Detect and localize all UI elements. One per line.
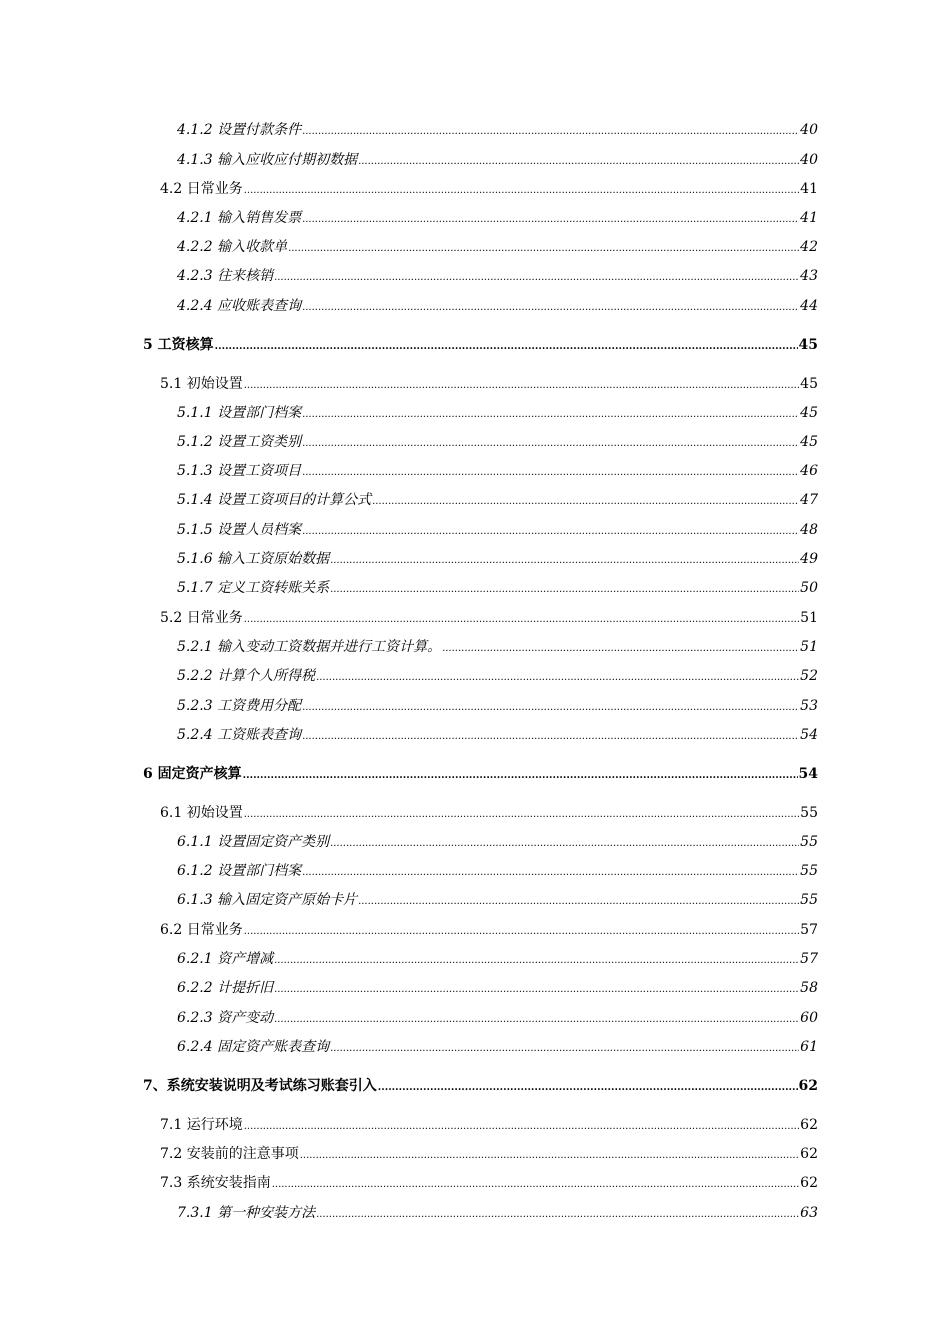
toc-entry[interactable]: [177, 549, 818, 571]
toc-entry-title: 4.1.2 设置付款条件: [177, 122, 302, 138]
toc-entry-title: 5.1.3 设置工资项目: [177, 463, 302, 479]
toc-entry-page-number: 47: [800, 492, 818, 508]
dot-leader: [302, 296, 799, 318]
toc-entry[interactable]: [177, 1008, 818, 1030]
toc-entry-title: 6.2.3 资产变动: [177, 1010, 274, 1026]
toc-entry-page-number: 41: [800, 181, 818, 197]
toc-entry[interactable]: [177, 461, 818, 483]
toc-entry-title: 4.2.1 输入销售发票: [177, 210, 302, 226]
toc-entry-title: 6.2 日常业务: [160, 922, 243, 938]
dot-leader: [302, 120, 799, 142]
toc-entry-page-number: 62: [800, 1117, 818, 1133]
toc-entry-title: 5.2.1 输入变动工资数据并进行工资计算。: [177, 639, 442, 655]
toc-entry[interactable]: [177, 978, 818, 1000]
toc-entry-title: 5.2 日常业务: [160, 610, 243, 626]
toc-entry-title: 4.2.3 往来核销: [177, 268, 274, 284]
toc-entry-title: 7.1 运行环境: [160, 1117, 243, 1133]
toc-entry[interactable]: [160, 1173, 818, 1195]
dot-leader: [302, 208, 799, 230]
toc-entry[interactable]: [160, 803, 818, 825]
toc-entry-page-number: 55: [800, 805, 818, 821]
dot-leader: [243, 764, 798, 786]
toc-entry[interactable]: [177, 1037, 818, 1059]
dot-leader: [300, 1144, 799, 1166]
toc-entry[interactable]: [160, 920, 818, 942]
dot-leader: [330, 832, 799, 854]
toc-entry[interactable]: [177, 237, 818, 259]
toc-entry-page-number: 42: [800, 239, 818, 255]
toc-entry-title: 5.2.3 工资费用分配: [177, 698, 302, 714]
toc-entry[interactable]: [177, 1203, 818, 1225]
toc-entry-title: 4.2.2 输入收款单: [177, 239, 288, 255]
toc-entry[interactable]: [177, 266, 818, 288]
toc-entry-page-number: 52: [800, 668, 818, 684]
dot-leader: [272, 1173, 799, 1195]
toc-entry-title: 7.2 安装前的注意事项: [160, 1146, 299, 1162]
toc-entry[interactable]: [177, 296, 818, 318]
dot-leader: [302, 520, 799, 542]
toc-entry-page-number: 54: [800, 727, 818, 743]
dot-leader: [302, 432, 799, 454]
toc-entry-page-number: 58: [800, 980, 818, 996]
toc-entry-page-number: 48: [800, 522, 818, 538]
dot-leader: [274, 1008, 799, 1030]
toc-entry-title: 4.1.3 输入应收应付期初数据: [177, 152, 358, 168]
toc-entry-page-number: 53: [800, 698, 818, 714]
toc-entry[interactable]: [177, 403, 818, 425]
toc-entry-title: 6.2.2 计提折旧: [177, 980, 274, 996]
toc-entry-page-number: 55: [800, 863, 818, 879]
toc-entry[interactable]: [177, 208, 818, 230]
dot-leader: [358, 890, 799, 912]
toc-entry-page-number: 40: [800, 122, 818, 138]
dot-leader: [244, 803, 799, 825]
dot-leader: [244, 608, 799, 630]
dot-leader: [288, 237, 799, 259]
dot-leader: [244, 1115, 799, 1137]
toc-entry-page-number: 51: [800, 610, 818, 626]
toc-entry-title: 5.1.2 设置工资类别: [177, 434, 302, 450]
dot-leader: [358, 150, 799, 172]
toc-entry-page-number: 60: [800, 1010, 818, 1026]
toc-entry[interactable]: [177, 861, 818, 883]
toc-entry[interactable]: [177, 949, 818, 971]
toc-entry[interactable]: [143, 1076, 818, 1098]
dot-leader: [274, 266, 799, 288]
toc-entry-page-number: 51: [800, 639, 818, 655]
toc-entry-title: 6 固定资产核算: [143, 766, 242, 782]
toc-entry-title: 5.2.4 工资账表查询: [177, 727, 302, 743]
toc-entry[interactable]: [177, 890, 818, 912]
toc-entry-page-number: 43: [800, 268, 818, 284]
toc-entry-page-number: 45: [800, 434, 818, 450]
toc-entry-title: 5.2.2 计算个人所得税: [177, 668, 316, 684]
toc-entry-page-number: 54: [798, 766, 818, 782]
toc-entry-page-number: 40: [800, 152, 818, 168]
dot-leader: [442, 637, 799, 659]
toc-entry-page-number: 45: [798, 337, 818, 353]
toc-entry-page-number: 46: [800, 463, 818, 479]
toc-entry[interactable]: [143, 335, 818, 357]
toc-entry-title: 5.1.4 设置工资项目的计算公式: [177, 492, 372, 508]
toc-entry-title: 6.1.2 设置部门档案: [177, 863, 302, 879]
toc-entry[interactable]: [177, 520, 818, 542]
toc-entry[interactable]: [177, 725, 818, 747]
toc-entry-page-number: 44: [800, 298, 818, 314]
dot-leader: [330, 1037, 799, 1059]
toc-entry-title: 5 工资核算: [143, 337, 214, 353]
dot-leader: [378, 1076, 798, 1098]
toc-entry-title: 5.1 初始设置: [160, 376, 243, 392]
toc-entry-page-number: 57: [800, 951, 818, 967]
toc-entry[interactable]: [143, 764, 818, 786]
toc-entry-title: 7.3.1 第一种安装方法: [177, 1205, 316, 1221]
dot-leader: [302, 461, 799, 483]
dot-leader: [372, 490, 799, 512]
dot-leader: [244, 920, 799, 942]
dot-leader: [302, 725, 799, 747]
toc-entry-page-number: 45: [800, 405, 818, 421]
toc-entry-title: 7、系统安装说明及考试练习账套引入: [143, 1078, 377, 1094]
toc-entry[interactable]: [177, 120, 818, 142]
toc-entry-page-number: 62: [800, 1175, 818, 1191]
toc-entry[interactable]: [177, 578, 818, 600]
toc-entry[interactable]: [177, 150, 818, 172]
toc-entry-page-number: 63: [800, 1205, 818, 1221]
toc-entry-title: 5.1.5 设置人员档案: [177, 522, 302, 538]
toc-entry[interactable]: [160, 374, 818, 396]
toc-entry[interactable]: [177, 696, 818, 718]
toc-entry-title: 6.2.4 固定资产账表查询: [177, 1039, 330, 1055]
dot-leader: [244, 179, 799, 201]
dot-leader: [244, 374, 799, 396]
toc-entry-title: 6.1 初始设置: [160, 805, 243, 821]
toc-entry[interactable]: [177, 432, 818, 454]
dot-leader: [302, 403, 799, 425]
toc-entry[interactable]: [177, 637, 818, 659]
toc-entry-title: 7.3 系统安装指南: [160, 1175, 271, 1191]
toc-entry-page-number: 61: [800, 1039, 818, 1055]
dot-leader: [274, 949, 799, 971]
toc-entry-page-number: 62: [798, 1078, 818, 1094]
toc-entry-page-number: 55: [800, 834, 818, 850]
toc-entry[interactable]: [177, 666, 818, 688]
dot-leader: [316, 1203, 799, 1225]
toc-entry-title: 4.2 日常业务: [160, 181, 243, 197]
toc-entry-title: 6.1.3 输入固定资产原始卡片: [177, 892, 358, 908]
toc-entry[interactable]: [160, 1144, 818, 1166]
toc-entry-title: 6.2.1 资产增减: [177, 951, 274, 967]
toc-entry-title: 5.1.1 设置部门档案: [177, 405, 302, 421]
toc-entry-page-number: 49: [800, 551, 818, 567]
toc-entry[interactable]: [160, 608, 818, 630]
toc-entry-page-number: 45: [800, 376, 818, 392]
toc-entry-title: 6.1.1 设置固定资产类别: [177, 834, 330, 850]
toc-entry-title: 5.1.6 输入工资原始数据: [177, 551, 330, 567]
toc-entry[interactable]: [160, 179, 818, 201]
toc-entry-title: 4.2.4 应收账表查询: [177, 298, 302, 314]
dot-leader: [302, 861, 799, 883]
dot-leader: [302, 696, 799, 718]
dot-leader: [274, 978, 799, 1000]
toc-entry-page-number: 62: [800, 1146, 818, 1162]
dot-leader: [316, 666, 799, 688]
toc-entry-page-number: 57: [800, 922, 818, 938]
toc-entry-page-number: 41: [800, 210, 818, 226]
toc-entry[interactable]: [177, 490, 818, 512]
toc-entry-page-number: 55: [800, 892, 818, 908]
dot-leader: [330, 549, 799, 571]
dot-leader: [330, 578, 799, 600]
dot-leader: [215, 335, 798, 357]
toc-entry-page-number: 50: [800, 580, 818, 596]
toc-entry[interactable]: [177, 832, 818, 854]
toc-entry-title: 5.1.7 定义工资转账关系: [177, 580, 330, 596]
toc-entry[interactable]: [160, 1115, 818, 1137]
